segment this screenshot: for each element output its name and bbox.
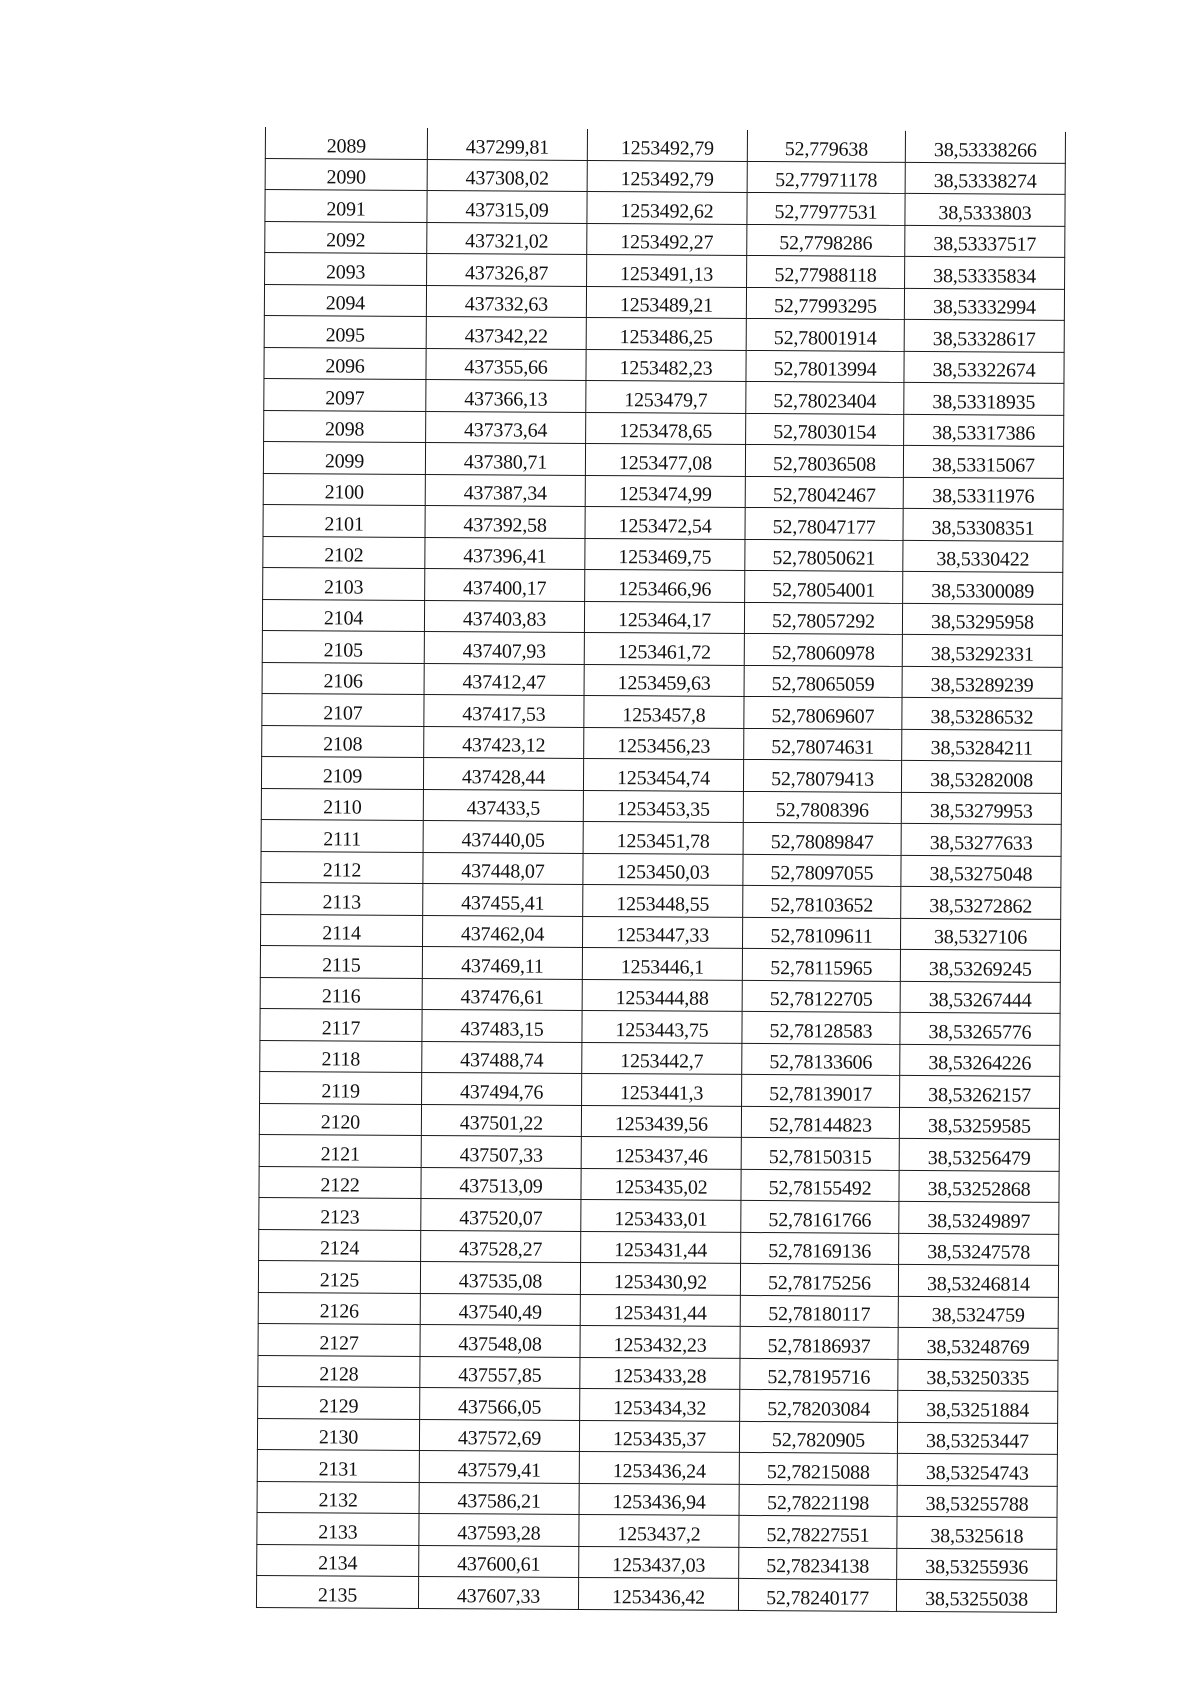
latitude-cell: 52,78169136 <box>741 1232 899 1264</box>
longitude-cell: 38,53286532 <box>902 697 1062 729</box>
latitude-cell: 52,78079413 <box>743 759 901 791</box>
point-number-cell: 2112 <box>261 851 423 883</box>
table-row <box>262 693 1062 729</box>
table-row <box>260 1071 1060 1107</box>
longitude-cell: 38,53255038 <box>896 1579 1056 1611</box>
x-coordinate-cell: 437366,13 <box>426 379 586 411</box>
latitude-cell: 52,78074631 <box>744 728 902 760</box>
table-row <box>260 1040 1060 1076</box>
longitude-cell: 38,53284211 <box>902 729 1062 761</box>
longitude-cell: 38,53318935 <box>904 382 1064 414</box>
point-number-cell: 2091 <box>265 190 427 222</box>
latitude-cell: 52,78103652 <box>743 885 901 917</box>
x-coordinate-cell: 437326,87 <box>427 253 587 285</box>
table-row <box>264 347 1064 383</box>
table-row <box>257 1544 1057 1580</box>
x-coordinate-cell: 437507,33 <box>421 1135 581 1167</box>
point-number-cell: 2114 <box>261 914 423 946</box>
table-row <box>265 221 1065 257</box>
x-coordinate-cell: 437342,22 <box>426 316 586 348</box>
point-number-cell: 2106 <box>262 662 424 694</box>
longitude-cell: 38,53337517 <box>905 225 1065 257</box>
point-number-cell: 2103 <box>263 567 425 599</box>
point-number-cell: 2097 <box>264 378 426 410</box>
x-coordinate-cell: 437469,11 <box>422 946 582 978</box>
x-coordinate-cell: 437321,02 <box>427 222 587 254</box>
point-number-cell: 2116 <box>260 977 422 1009</box>
x-coordinate-cell: 437433,5 <box>423 789 583 821</box>
x-coordinate-cell: 437572,69 <box>419 1419 579 1451</box>
latitude-cell: 52,78139017 <box>742 1074 900 1106</box>
y-coordinate-cell: 1253477,08 <box>585 443 745 475</box>
point-number-cell: 2117 <box>260 1008 422 1040</box>
y-coordinate-cell: 1253448,55 <box>583 884 743 916</box>
x-coordinate-cell: 437476,61 <box>422 978 582 1010</box>
x-coordinate-cell: 437332,63 <box>426 285 586 317</box>
table-row <box>258 1260 1058 1296</box>
longitude-cell: 38,53317386 <box>904 414 1064 446</box>
longitude-cell: 38,53255788 <box>897 1485 1057 1517</box>
x-coordinate-cell: 437513,09 <box>421 1167 581 1199</box>
latitude-cell: 52,77977531 <box>747 192 905 224</box>
table-row <box>257 1481 1057 1517</box>
y-coordinate-cell: 1253436,24 <box>579 1451 739 1483</box>
latitude-cell: 52,77971178 <box>747 161 905 193</box>
longitude-cell: 38,5330422 <box>903 540 1063 572</box>
point-number-cell: 2099 <box>263 441 425 473</box>
y-coordinate-cell: 1253453,35 <box>583 790 743 822</box>
table-row <box>262 662 1062 698</box>
point-number-cell: 2089 <box>265 127 427 159</box>
x-coordinate-cell: 437440,05 <box>423 820 583 852</box>
longitude-cell: 38,53267444 <box>900 981 1060 1013</box>
longitude-cell: 38,53254743 <box>897 1453 1057 1485</box>
point-number-cell: 2109 <box>261 756 423 788</box>
x-coordinate-cell: 437373,64 <box>426 411 586 443</box>
point-number-cell: 2092 <box>265 221 427 253</box>
table-row <box>263 504 1063 540</box>
table-row <box>261 882 1061 918</box>
x-coordinate-cell: 437315,09 <box>427 190 587 222</box>
point-number-cell: 2119 <box>260 1071 422 1103</box>
point-number-cell: 2132 <box>257 1481 419 1513</box>
point-number-cell: 2123 <box>259 1197 421 1229</box>
latitude-cell: 52,78065059 <box>744 665 902 697</box>
longitude-cell: 38,53247578 <box>899 1233 1059 1265</box>
x-coordinate-cell: 437448,07 <box>423 852 583 884</box>
coordinates-table <box>256 127 1066 1612</box>
table-row <box>259 1103 1059 1139</box>
y-coordinate-cell: 1253454,74 <box>583 758 743 790</box>
longitude-cell: 38,53252868 <box>899 1170 1059 1202</box>
y-coordinate-cell: 1253492,79 <box>587 129 747 161</box>
point-number-cell: 2094 <box>264 284 426 316</box>
x-coordinate-cell: 437308,02 <box>427 159 587 191</box>
longitude-cell: 38,53265776 <box>900 1012 1060 1044</box>
latitude-cell: 52,78047177 <box>745 507 903 539</box>
y-coordinate-cell: 1253433,01 <box>581 1199 741 1231</box>
longitude-cell: 38,53308351 <box>903 508 1063 540</box>
table-row <box>260 977 1060 1013</box>
latitude-cell: 52,78036508 <box>745 444 903 476</box>
table-row <box>265 253 1065 289</box>
latitude-cell: 52,78030154 <box>746 413 904 445</box>
y-coordinate-cell: 1253447,33 <box>582 916 742 948</box>
x-coordinate-cell: 437380,71 <box>425 442 585 474</box>
point-number-cell: 2100 <box>263 473 425 505</box>
latitude-cell: 52,78186937 <box>740 1326 898 1358</box>
x-coordinate-cell: 437400,17 <box>425 568 585 600</box>
x-coordinate-cell: 437462,04 <box>422 915 582 947</box>
table-row <box>258 1355 1058 1391</box>
latitude-cell: 52,78234138 <box>739 1547 897 1579</box>
y-coordinate-cell: 1253456,23 <box>584 727 744 759</box>
table-row <box>257 1449 1057 1485</box>
y-coordinate-cell: 1253436,94 <box>579 1483 739 1515</box>
longitude-cell: 38,53272862 <box>901 886 1061 918</box>
y-coordinate-cell: 1253457,8 <box>584 695 744 727</box>
table-row <box>265 127 1065 163</box>
point-number-cell: 2098 <box>264 410 426 442</box>
y-coordinate-cell: 1253439,56 <box>581 1105 741 1137</box>
table-row <box>261 819 1061 855</box>
point-number-cell: 2115 <box>260 945 422 977</box>
longitude-cell: 38,53338274 <box>905 162 1065 194</box>
point-number-cell: 2113 <box>261 882 423 914</box>
x-coordinate-cell: 437586,21 <box>419 1482 579 1514</box>
point-number-cell: 2101 <box>263 504 425 536</box>
x-coordinate-cell: 437557,85 <box>420 1356 580 1388</box>
table-row <box>260 945 1060 981</box>
point-number-cell: 2121 <box>259 1134 421 1166</box>
x-coordinate-cell: 437494,76 <box>422 1072 582 1104</box>
point-number-cell: 2135 <box>256 1575 418 1607</box>
x-coordinate-cell: 437483,15 <box>422 1009 582 1041</box>
longitude-cell: 38,53256479 <box>899 1138 1059 1170</box>
point-number-cell: 2107 <box>262 693 424 725</box>
table-row <box>263 473 1063 509</box>
x-coordinate-cell: 437579,41 <box>419 1450 579 1482</box>
table-row <box>259 1197 1059 1233</box>
longitude-cell: 38,53332994 <box>904 288 1064 320</box>
coordinates-table-body <box>256 127 1065 1612</box>
x-coordinate-cell: 437548,08 <box>420 1324 580 1356</box>
x-coordinate-cell: 437528,27 <box>421 1230 581 1262</box>
longitude-cell: 38,53246814 <box>898 1264 1058 1296</box>
latitude-cell: 52,78240177 <box>738 1578 896 1610</box>
point-number-cell: 2128 <box>258 1355 420 1387</box>
y-coordinate-cell: 1253474,99 <box>585 475 745 507</box>
y-coordinate-cell: 1253443,75 <box>582 1010 742 1042</box>
y-coordinate-cell: 1253431,44 <box>580 1294 740 1326</box>
table-row <box>264 410 1064 446</box>
longitude-cell: 38,53292331 <box>902 634 1062 666</box>
y-coordinate-cell: 1253435,37 <box>579 1420 739 1452</box>
point-number-cell: 2096 <box>264 347 426 379</box>
latitude-cell: 52,78227551 <box>739 1515 897 1547</box>
y-coordinate-cell: 1253479,7 <box>586 380 746 412</box>
x-coordinate-cell: 437566,05 <box>420 1387 580 1419</box>
x-coordinate-cell: 437501,22 <box>421 1104 581 1136</box>
latitude-cell: 52,78180117 <box>740 1295 898 1327</box>
x-coordinate-cell: 437423,12 <box>424 726 584 758</box>
x-coordinate-cell: 437355,66 <box>426 348 586 380</box>
y-coordinate-cell: 1253432,23 <box>580 1325 740 1357</box>
x-coordinate-cell: 437607,33 <box>418 1576 578 1608</box>
table-row <box>258 1292 1058 1328</box>
y-coordinate-cell: 1253461,72 <box>584 632 744 664</box>
point-number-cell: 2111 <box>261 819 423 851</box>
y-coordinate-cell: 1253437,03 <box>579 1546 739 1578</box>
longitude-cell: 38,53275048 <box>901 855 1061 887</box>
x-coordinate-cell: 437403,83 <box>424 600 584 632</box>
x-coordinate-cell: 437396,41 <box>425 537 585 569</box>
y-coordinate-cell: 1253437,46 <box>581 1136 741 1168</box>
longitude-cell: 38,53253447 <box>897 1422 1057 1454</box>
point-number-cell: 2124 <box>259 1229 421 1261</box>
point-number-cell: 2127 <box>258 1323 420 1355</box>
table-row <box>264 284 1064 320</box>
latitude-cell: 52,78089847 <box>743 822 901 854</box>
x-coordinate-cell: 437387,34 <box>425 474 585 506</box>
table-row <box>262 630 1062 666</box>
longitude-cell: 38,53295958 <box>902 603 1062 635</box>
longitude-cell: 38,53322674 <box>904 351 1064 383</box>
longitude-cell: 38,53251884 <box>898 1390 1058 1422</box>
latitude-cell: 52,78001914 <box>746 318 904 350</box>
table-row <box>264 315 1064 351</box>
table-row <box>262 599 1062 635</box>
latitude-cell: 52,779638 <box>747 130 905 162</box>
latitude-cell: 52,78144823 <box>741 1106 899 1138</box>
longitude-cell: 38,53262157 <box>900 1075 1060 1107</box>
y-coordinate-cell: 1253491,13 <box>587 254 747 286</box>
x-coordinate-cell: 437540,49 <box>420 1293 580 1325</box>
table-row <box>259 1229 1059 1265</box>
y-coordinate-cell: 1253478,65 <box>586 412 746 444</box>
latitude-cell: 52,7808396 <box>743 791 901 823</box>
longitude-cell: 38,5333803 <box>905 193 1065 225</box>
y-coordinate-cell: 1253464,17 <box>584 601 744 633</box>
x-coordinate-cell: 437417,53 <box>424 694 584 726</box>
table-row <box>260 1008 1060 1044</box>
y-coordinate-cell: 1253444,88 <box>582 979 742 1011</box>
point-number-cell: 2134 <box>257 1544 419 1576</box>
point-number-cell: 2095 <box>264 315 426 347</box>
latitude-cell: 52,78042467 <box>745 476 903 508</box>
longitude-cell: 38,5324759 <box>898 1296 1058 1328</box>
y-coordinate-cell: 1253437,2 <box>579 1514 739 1546</box>
latitude-cell: 52,78050621 <box>745 539 903 571</box>
y-coordinate-cell: 1253434,32 <box>580 1388 740 1420</box>
y-coordinate-cell: 1253442,7 <box>582 1042 742 1074</box>
y-coordinate-cell: 1253430,92 <box>580 1262 740 1294</box>
x-coordinate-cell: 437407,93 <box>424 631 584 663</box>
latitude-cell: 52,78221198 <box>739 1484 897 1516</box>
longitude-cell: 38,53249897 <box>899 1201 1059 1233</box>
table-row <box>261 914 1061 950</box>
point-number-cell: 2102 <box>263 536 425 568</box>
longitude-cell: 38,53289239 <box>902 666 1062 698</box>
y-coordinate-cell: 1253482,23 <box>586 349 746 381</box>
point-number-cell: 2090 <box>265 158 427 190</box>
latitude-cell: 52,78195716 <box>740 1358 898 1390</box>
point-number-cell: 2118 <box>260 1040 422 1072</box>
x-coordinate-cell: 437520,07 <box>421 1198 581 1230</box>
latitude-cell: 52,78054001 <box>745 570 903 602</box>
y-coordinate-cell: 1253472,54 <box>585 506 745 538</box>
latitude-cell: 52,78128583 <box>742 1011 900 1043</box>
latitude-cell: 52,78155492 <box>741 1169 899 1201</box>
y-coordinate-cell: 1253469,75 <box>585 538 745 570</box>
latitude-cell: 52,77993295 <box>746 287 904 319</box>
table-row <box>257 1418 1057 1454</box>
point-number-cell: 2130 <box>257 1418 419 1450</box>
x-coordinate-cell: 437412,47 <box>424 663 584 695</box>
y-coordinate-cell: 1253431,44 <box>581 1231 741 1263</box>
longitude-cell: 38,53338266 <box>905 131 1065 163</box>
latitude-cell: 52,78161766 <box>741 1200 899 1232</box>
longitude-cell: 38,53277633 <box>901 823 1061 855</box>
table-row <box>265 158 1065 194</box>
y-coordinate-cell: 1253433,28 <box>580 1357 740 1389</box>
y-coordinate-cell: 1253441,3 <box>582 1073 742 1105</box>
latitude-cell: 52,78203084 <box>740 1389 898 1421</box>
table-row <box>265 190 1065 226</box>
y-coordinate-cell: 1253492,27 <box>587 223 747 255</box>
x-coordinate-cell: 437428,44 <box>423 757 583 789</box>
x-coordinate-cell: 437392,58 <box>425 505 585 537</box>
latitude-cell: 52,78013994 <box>746 350 904 382</box>
y-coordinate-cell: 1253486,25 <box>586 317 746 349</box>
x-coordinate-cell: 437600,61 <box>419 1545 579 1577</box>
y-coordinate-cell: 1253435,02 <box>581 1168 741 1200</box>
point-number-cell: 2105 <box>262 630 424 662</box>
latitude-cell: 52,7820905 <box>739 1421 897 1453</box>
longitude-cell: 38,53255936 <box>897 1548 1057 1580</box>
latitude-cell: 52,78069607 <box>744 696 902 728</box>
y-coordinate-cell: 1253466,96 <box>585 569 745 601</box>
point-number-cell: 2133 <box>257 1512 419 1544</box>
longitude-cell: 38,53259585 <box>899 1107 1059 1139</box>
table-row <box>263 536 1063 572</box>
table-row <box>259 1166 1059 1202</box>
x-coordinate-cell: 437455,41 <box>423 883 583 915</box>
longitude-cell: 38,53279953 <box>901 792 1061 824</box>
x-coordinate-cell: 437535,08 <box>420 1261 580 1293</box>
longitude-cell: 38,53250335 <box>898 1359 1058 1391</box>
latitude-cell: 52,78150315 <box>741 1137 899 1169</box>
y-coordinate-cell: 1253451,78 <box>583 821 743 853</box>
point-number-cell: 2093 <box>265 253 427 285</box>
table-row <box>261 788 1061 824</box>
table-row <box>264 378 1064 414</box>
point-number-cell: 2126 <box>258 1292 420 1324</box>
longitude-cell: 38,53328617 <box>904 319 1064 351</box>
table-row <box>263 567 1063 603</box>
point-number-cell: 2122 <box>259 1166 421 1198</box>
latitude-cell: 52,78060978 <box>744 633 902 665</box>
point-number-cell: 2104 <box>262 599 424 631</box>
latitude-cell: 52,78109611 <box>742 917 900 949</box>
x-coordinate-cell: 437593,28 <box>419 1513 579 1545</box>
longitude-cell: 38,53335834 <box>905 256 1065 288</box>
longitude-cell: 38,53300089 <box>903 571 1063 603</box>
table-row <box>256 1575 1056 1611</box>
y-coordinate-cell: 1253436,42 <box>578 1577 738 1609</box>
longitude-cell: 38,53311976 <box>903 477 1063 509</box>
latitude-cell: 52,78097055 <box>743 854 901 886</box>
latitude-cell: 52,78115965 <box>742 948 900 980</box>
point-number-cell: 2125 <box>258 1260 420 1292</box>
latitude-cell: 52,78175256 <box>740 1263 898 1295</box>
table-row <box>258 1323 1058 1359</box>
y-coordinate-cell: 1253489,21 <box>586 286 746 318</box>
y-coordinate-cell: 1253459,63 <box>584 664 744 696</box>
latitude-cell: 52,78133606 <box>742 1043 900 1075</box>
longitude-cell: 38,53315067 <box>903 445 1063 477</box>
table-row <box>261 756 1061 792</box>
table-row <box>263 441 1063 477</box>
latitude-cell: 52,78215088 <box>739 1452 897 1484</box>
longitude-cell: 38,53269245 <box>900 949 1060 981</box>
point-number-cell: 2108 <box>262 725 424 757</box>
table-row <box>262 725 1062 761</box>
x-coordinate-cell: 437488,74 <box>422 1041 582 1073</box>
latitude-cell: 52,78057292 <box>744 602 902 634</box>
y-coordinate-cell: 1253492,62 <box>587 191 747 223</box>
point-number-cell: 2131 <box>257 1449 419 1481</box>
longitude-cell: 38,53248769 <box>898 1327 1058 1359</box>
y-coordinate-cell: 1253446,1 <box>582 947 742 979</box>
y-coordinate-cell: 1253450,03 <box>583 853 743 885</box>
longitude-cell: 38,5327106 <box>900 918 1060 950</box>
table-row <box>257 1512 1057 1548</box>
y-coordinate-cell: 1253492,79 <box>587 160 747 192</box>
point-number-cell: 2110 <box>261 788 423 820</box>
longitude-cell: 38,53282008 <box>901 760 1061 792</box>
longitude-cell: 38,5325618 <box>897 1516 1057 1548</box>
longitude-cell: 38,53264226 <box>900 1044 1060 1076</box>
table-row <box>259 1134 1059 1170</box>
latitude-cell: 52,78122705 <box>742 980 900 1012</box>
latitude-cell: 52,78023404 <box>746 381 904 413</box>
table-row <box>258 1386 1058 1422</box>
point-number-cell: 2129 <box>258 1386 420 1418</box>
point-number-cell: 2120 <box>259 1103 421 1135</box>
table-row <box>261 851 1061 887</box>
latitude-cell: 52,7798286 <box>747 224 905 256</box>
latitude-cell: 52,77988118 <box>747 255 905 287</box>
x-coordinate-cell: 437299,81 <box>427 128 587 160</box>
